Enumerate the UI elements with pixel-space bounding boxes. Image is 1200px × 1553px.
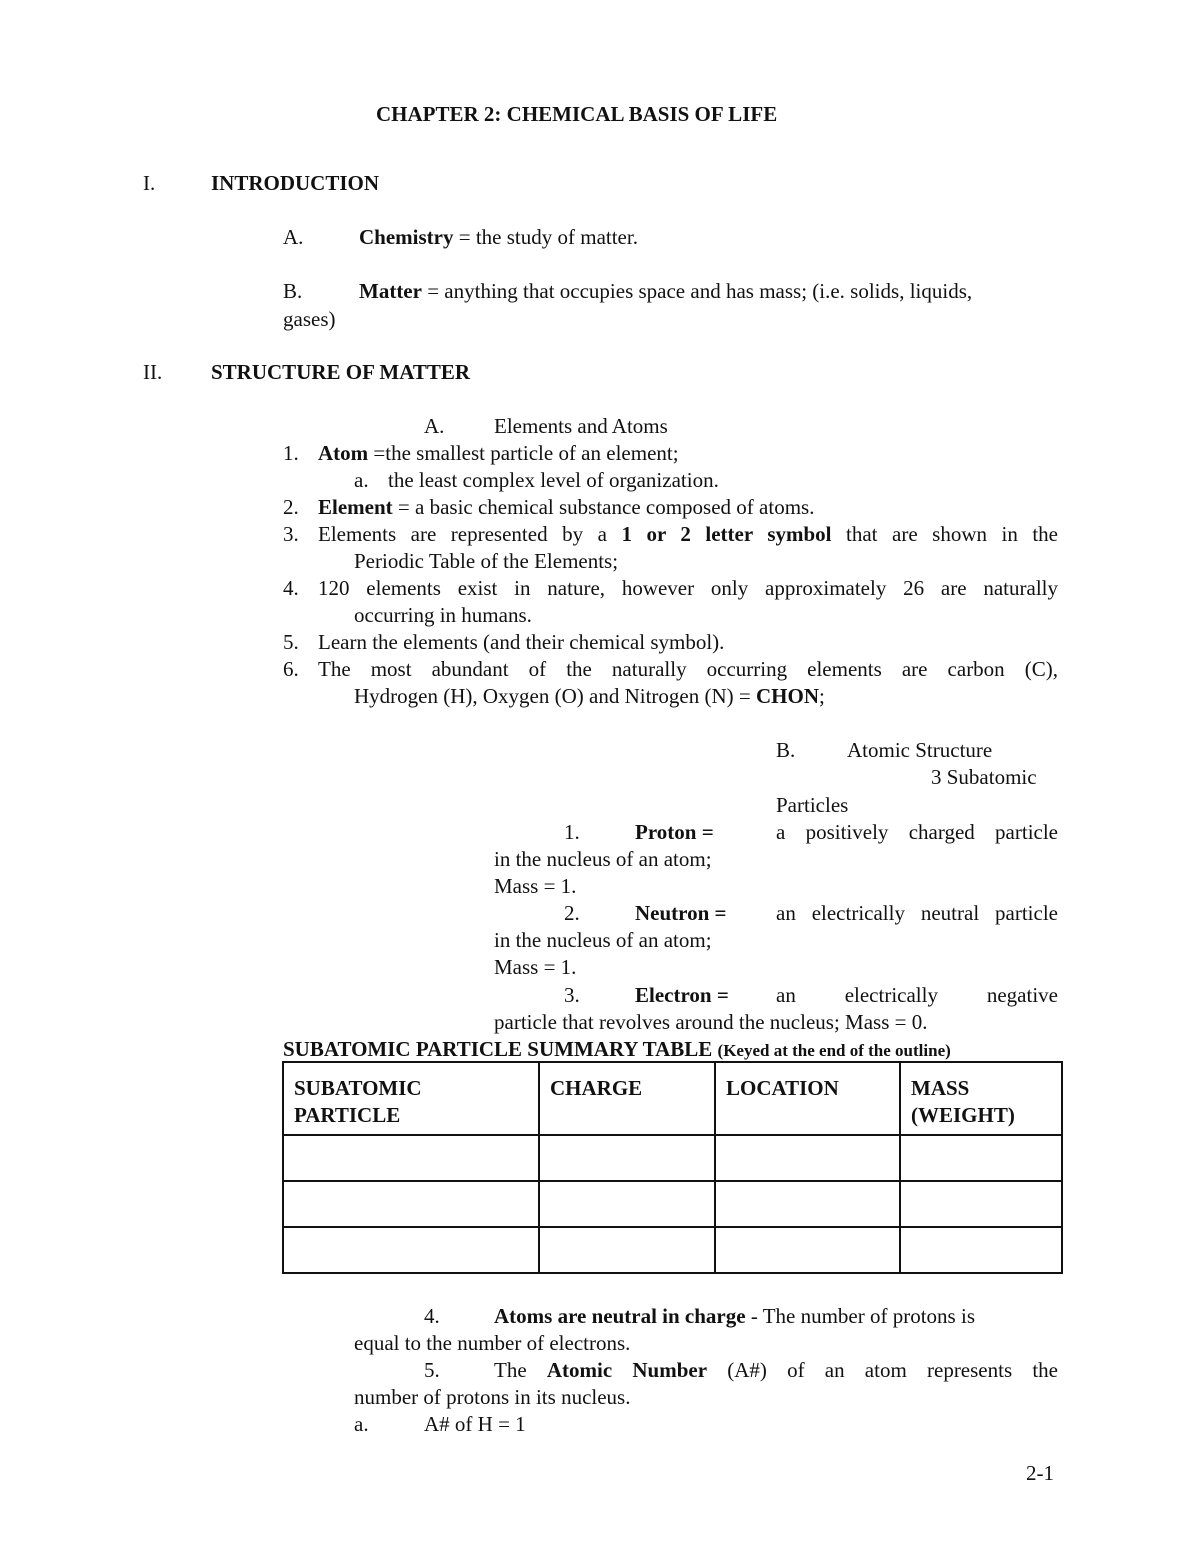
item-text: - The number of protons is <box>745 1304 975 1328</box>
definition-matter <box>359 278 972 305</box>
table-cell[interactable] <box>539 1181 715 1227</box>
list-item-continuation: number of protons in its nucleus. <box>354 1385 631 1409</box>
list-letter: a. <box>354 1412 369 1436</box>
table-row <box>283 1181 1062 1227</box>
subsection-subtitle: 3 Subatomic <box>931 765 1037 789</box>
list-item: the least complex level of organization. <box>388 468 719 492</box>
term: Atoms are neutral in charge <box>494 1304 746 1328</box>
outline-letter: B. <box>283 279 303 303</box>
term: Proton = <box>635 820 714 844</box>
item-text: = a basic chemical substance composed of atoms. <box>392 495 815 519</box>
table-caption-title: SUBATOMIC PARTICLE SUMMARY TABLE <box>283 1037 713 1061</box>
item-text: that are shown in the <box>846 522 1059 546</box>
table-cell[interactable] <box>539 1135 715 1181</box>
item-text: Elements are represented by a <box>318 522 607 546</box>
term: CHON <box>755 684 819 708</box>
definition-chemistry <box>359 224 638 251</box>
table-header-cell: LOCATION <box>715 1062 900 1135</box>
particle-definition: particle that revolves around the nucleus; Mass = 0. <box>494 1010 928 1034</box>
particle-definition: in the nucleus of an atom; <box>494 928 712 952</box>
subsection-title: Elements and Atoms <box>494 414 668 438</box>
table-cell[interactable] <box>715 1181 900 1227</box>
table-cell[interactable] <box>900 1135 1062 1181</box>
summary-table <box>282 1061 1063 1274</box>
list-item-continuation: occurring in humans. <box>354 603 532 627</box>
section-heading: INTRODUCTION <box>211 171 380 195</box>
section-heading: STRUCTURE OF MATTER <box>211 360 471 384</box>
section-number: II. <box>143 360 163 384</box>
term: Matter <box>359 279 422 303</box>
term: Atom <box>318 441 369 465</box>
list-number: 3. <box>283 522 299 546</box>
table-cell[interactable] <box>715 1135 900 1181</box>
list-number: 5. <box>424 1358 440 1382</box>
list-number: 1. <box>283 441 299 465</box>
definition-text: = the study of matter. <box>453 225 638 249</box>
table-header-cell: SUBATOMIC PARTICLE <box>283 1062 539 1135</box>
list-number: 5. <box>283 630 299 654</box>
list-item: The most abundant of the naturally occurring elements are carbon (C), <box>318 657 1058 681</box>
list-item-continuation: Periodic Table of the Elements; <box>354 549 619 573</box>
list-number: 4. <box>283 576 299 600</box>
outline-letter: A. <box>424 414 445 438</box>
list-item: A# of H = 1 <box>424 1412 526 1436</box>
term: Atomic Number <box>546 1358 708 1382</box>
table-cell[interactable] <box>283 1181 539 1227</box>
outline-letter: A. <box>283 225 304 249</box>
table-caption-note: (Keyed at the end of the outline) <box>717 1041 951 1060</box>
list-number: 6. <box>283 657 299 681</box>
table-cell[interactable] <box>900 1227 1062 1273</box>
page-number: 2-1 <box>1026 1461 1054 1485</box>
particle-definition: an electrically negative <box>776 983 1058 1007</box>
term: Electron = <box>635 983 729 1007</box>
item-text: =the smallest particle of an element; <box>368 441 679 465</box>
definition-text: = anything that occupies space and has mass; (i.e. solids, liquids, <box>421 279 973 303</box>
list-number: 1. <box>564 820 580 844</box>
table-row <box>283 1227 1062 1273</box>
table-cell[interactable] <box>283 1135 539 1181</box>
item-text: (A#) of an atom represents the <box>727 1358 1058 1382</box>
particle-mass: Mass = 1. <box>494 874 577 898</box>
list-number: 3. <box>564 983 580 1007</box>
term: 1 or 2 letter symbol <box>621 522 832 546</box>
table-header-cell: MASS (WEIGHT) <box>900 1062 1062 1135</box>
list-item <box>318 440 679 467</box>
list-number: 4. <box>424 1304 440 1328</box>
particle-definition: a positively charged particle <box>776 820 1058 844</box>
subsection-subtitle: Particles <box>776 793 849 817</box>
item-text: Hydrogen (H), Oxygen (O) and Nitrogen (N) = <box>354 684 756 708</box>
page-title: CHAPTER 2: CHEMICAL BASIS OF LIFE <box>376 102 778 126</box>
list-item <box>318 494 814 521</box>
particle-definition: an electrically neutral particle <box>776 901 1058 925</box>
particle-definition: in the nucleus of an atom; <box>494 847 712 871</box>
table-caption <box>283 1036 951 1064</box>
list-item-continuation <box>354 683 825 710</box>
table-cell[interactable] <box>539 1227 715 1273</box>
table-cell[interactable] <box>715 1227 900 1273</box>
list-number: 2. <box>564 901 580 925</box>
table-header-cell: CHARGE <box>539 1062 715 1135</box>
particle-mass: Mass = 1. <box>494 955 577 979</box>
list-item: Learn the elements (and their chemical symbol). <box>318 630 725 654</box>
list-item <box>494 1357 1058 1384</box>
term: Element <box>318 495 393 519</box>
list-item <box>494 1303 1058 1330</box>
term: Neutron = <box>635 901 727 925</box>
subsection-title: Atomic Structure <box>847 738 993 762</box>
list-item: 120 elements exist in nature, however only approximately 26 are naturally <box>318 576 1058 600</box>
list-number: 2. <box>283 495 299 519</box>
table-row <box>283 1135 1062 1181</box>
term: Chemistry <box>359 225 454 249</box>
table-cell[interactable] <box>900 1181 1062 1227</box>
outline-letter: B. <box>776 738 796 762</box>
table-cell[interactable] <box>283 1227 539 1273</box>
list-letter: a. <box>354 468 369 492</box>
table-header-row <box>283 1062 1062 1135</box>
definition-continuation: gases) <box>283 307 336 331</box>
list-item-continuation: equal to the number of electrons. <box>354 1331 631 1355</box>
list-item <box>318 521 1058 548</box>
section-number: I. <box>143 171 156 195</box>
item-text: ; <box>818 684 825 708</box>
item-text: The <box>494 1358 527 1382</box>
